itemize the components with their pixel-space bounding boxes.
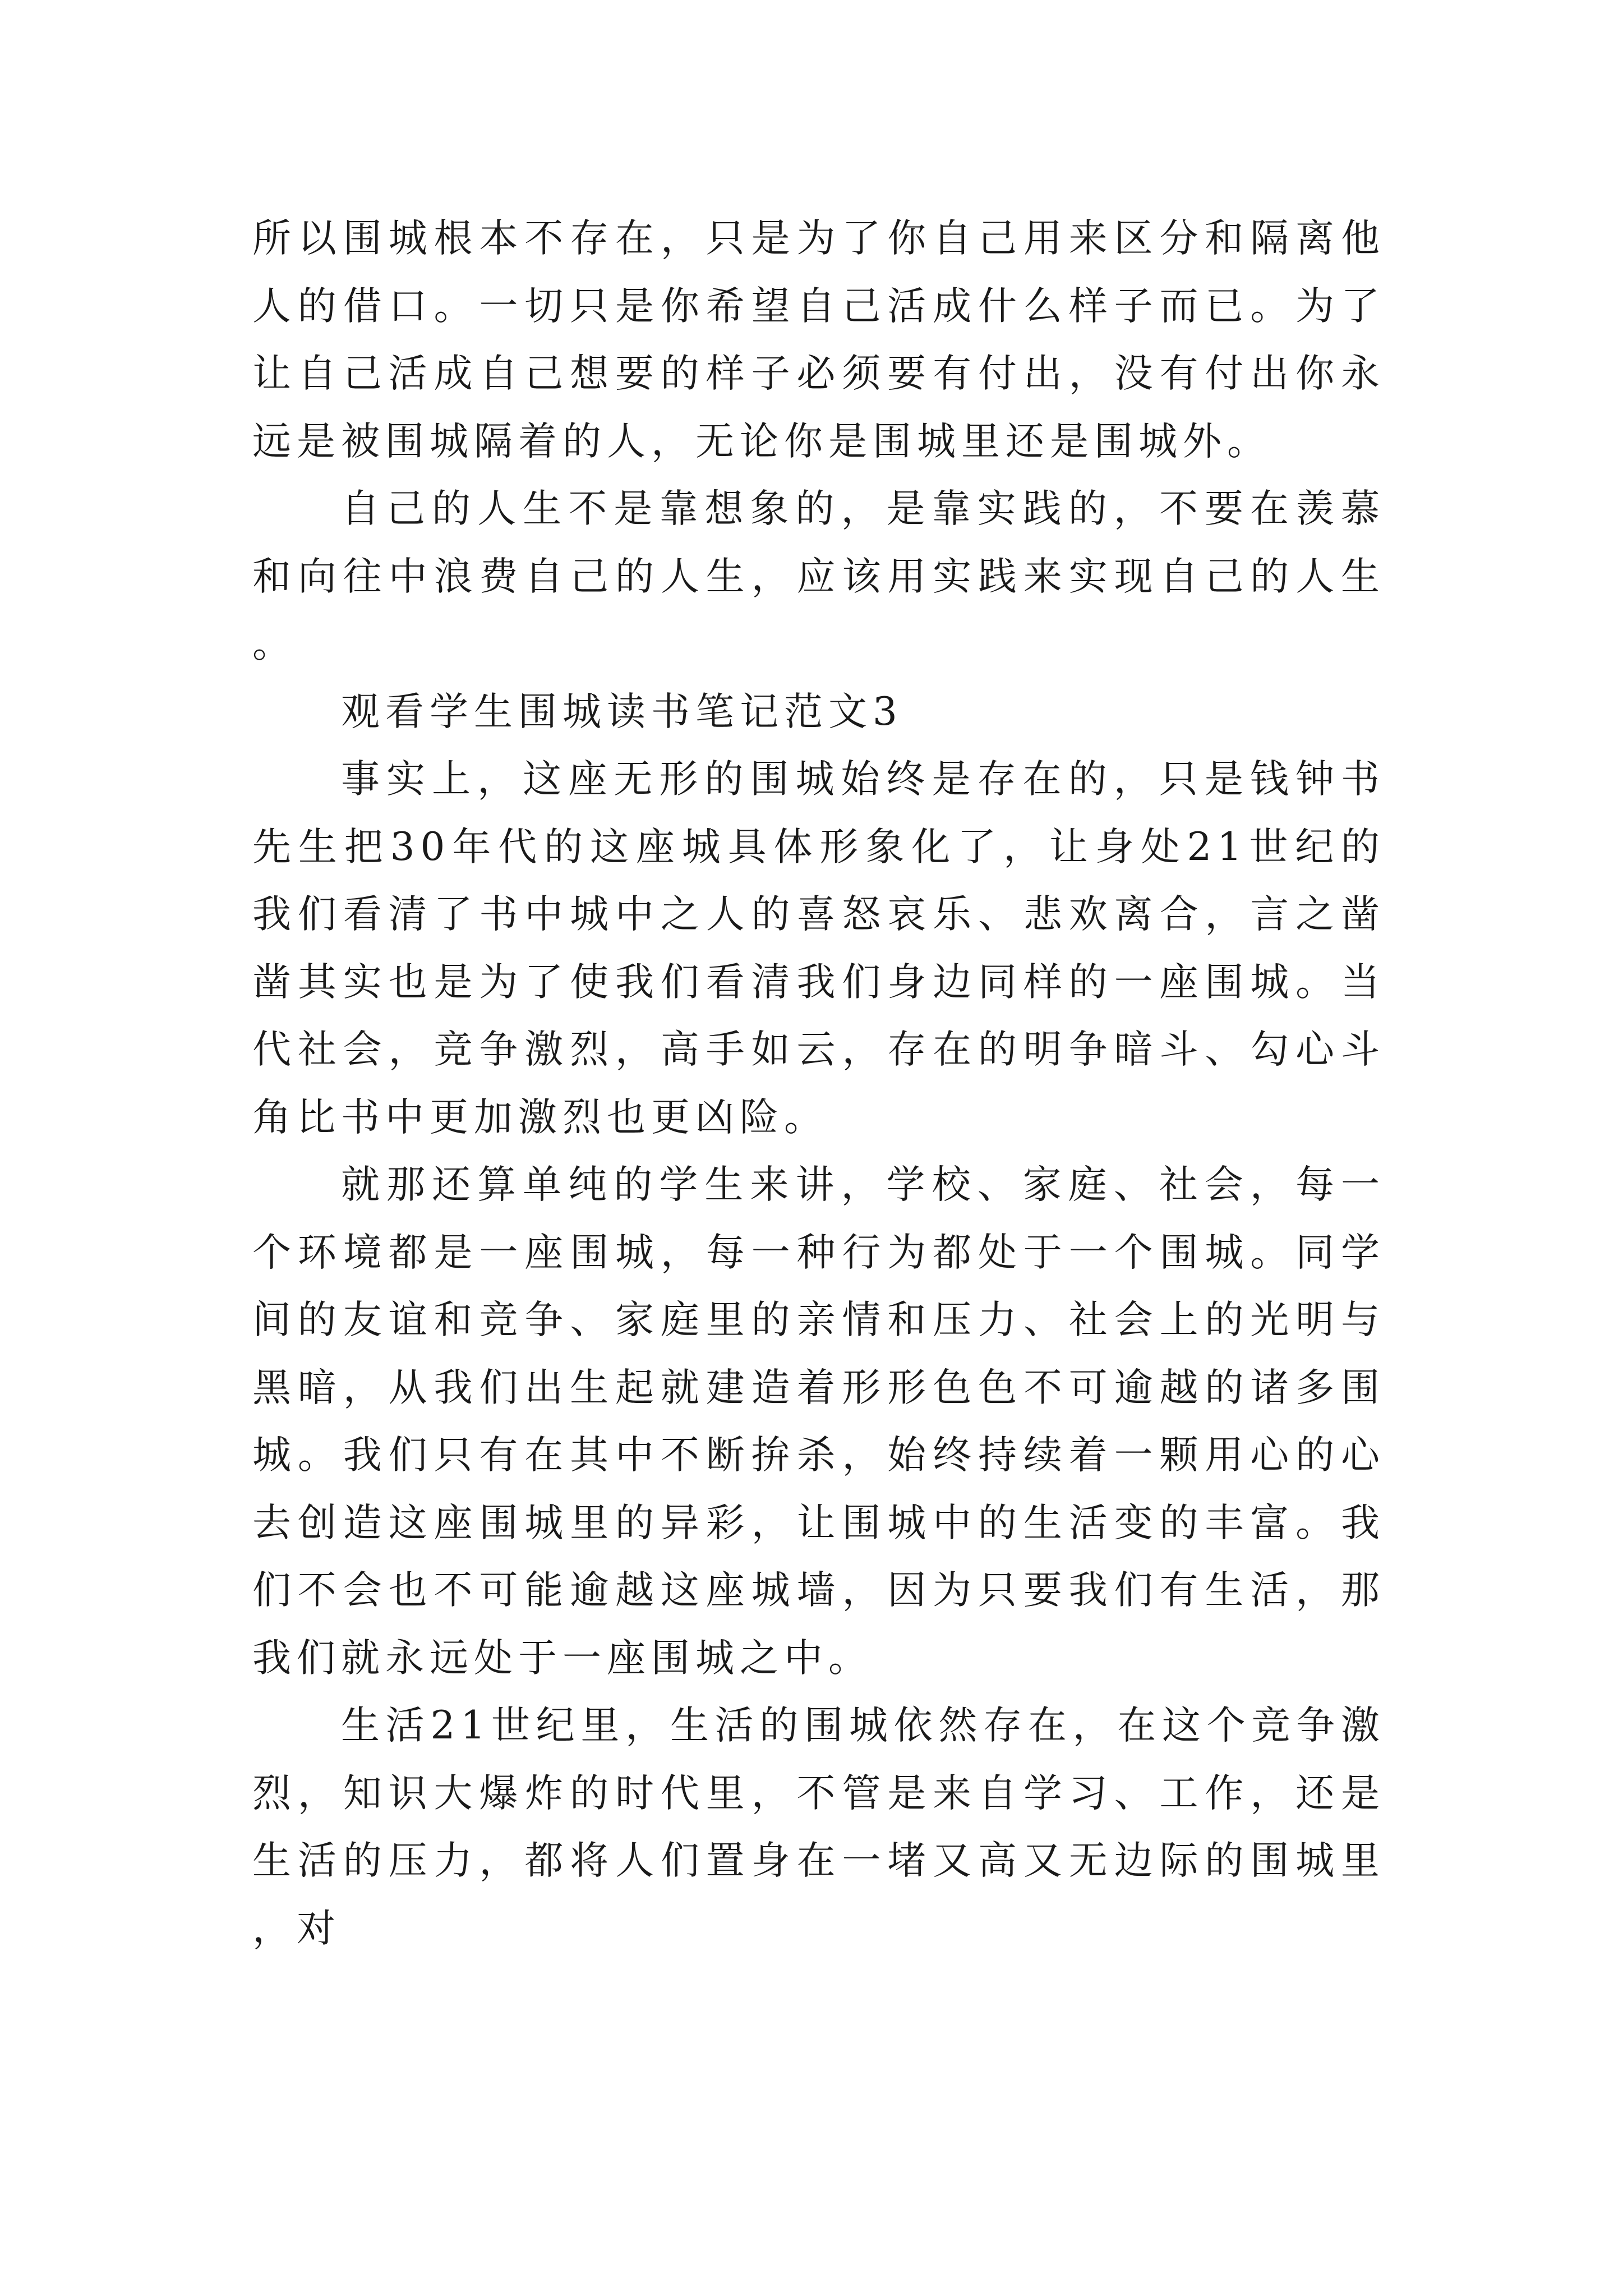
document-body — [252, 205, 1385, 1962]
paragraph: 自己的人生不是靠想象的，是靠实践的，不要在羡慕和向往中浪费自己的人生，应该用实践来实现自己的人生。 — [252, 486, 1385, 666]
paragraph: 就那还算单纯的学生来讲，学校、家庭、社会，每一个环境都是一座围城，每一种行为都处于一个围城。同学间的友谊和竞争、家庭里的亲情和压力、社会上的光明与黑暗，从我们出生起就建造着形形色色不可逾越的诸多围城。我们只有在其中不断拚杀，始终持续着一颗用心的心去创造这座围城里的异彩，让围城中的生活变的丰富。我们不会也不可能逾越这座城墙，因为只要我们有生活，那我们就永远处于一座围城之中。 — [252, 1162, 1385, 1681]
section-heading: 观看学生围城读书笔记范文3 — [341, 689, 903, 734]
paragraph: 生活21世纪里，生活的围城依然存在，在这个竞争激烈，知识大爆炸的时代里，不管是来自学习、工作，还是生活的压力，都将人们置身在一堵又高又无边际的围城里，对 — [252, 1703, 1385, 1951]
paragraph: 事实上，这座无形的围城始终是存在的，只是钱钟书先生把30年代的这座城具体形象化了，让身处21世纪的我们看清了书中城中之人的喜怒哀乐、悲欢离合，言之凿凿其实也是为了使我们看清我们身边同样的一座围城。当代社会，竞争激烈，高手如云，存在的明争暗斗、勾心斗角比书中更加激烈也更凶险。 — [252, 757, 1385, 1140]
paragraph-continuation: 所以围城根本不存在，只是为了你自己用来区分和隔离他人的借口。一切只是你希望自己活成什么样子而已。为了让自己活成自己想要的样子必须要有付出，没有付出你永远是被围城隔着的人，无论你是围城里还是围城外。 — [252, 216, 1385, 464]
